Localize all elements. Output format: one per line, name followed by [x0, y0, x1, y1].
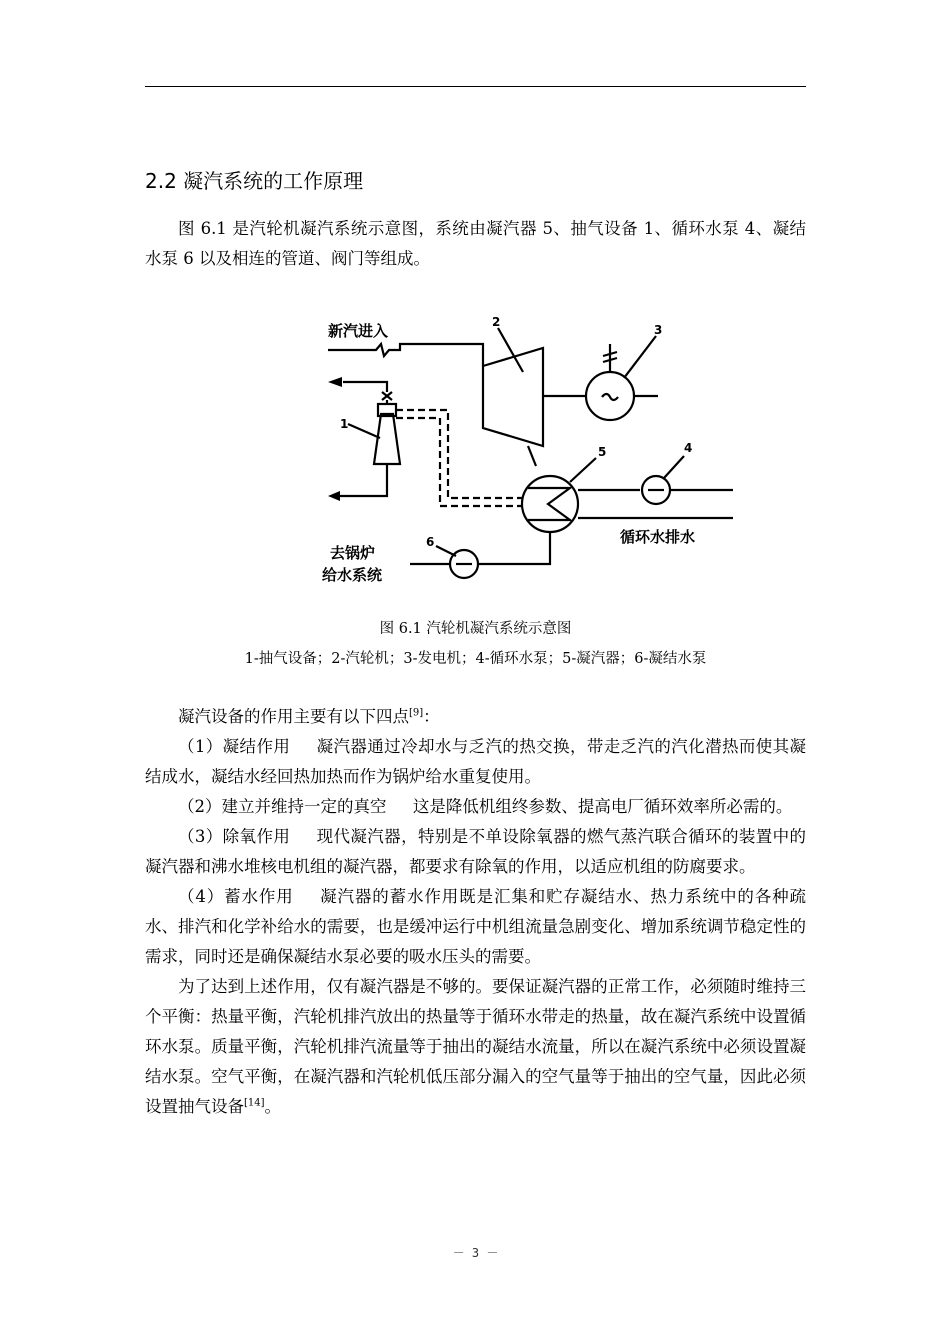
ejector-body [374, 414, 400, 464]
ejector-exhaust-line [338, 464, 387, 496]
function-item-1-label: （1）凝结作用 [178, 737, 291, 756]
function-item-2 [145, 792, 806, 822]
balance-paragraph-text: 为了达到上述作用，仅有凝汽器是不够的。要保证凝汽器的正常工作，必须随时维持三个平衡：热量平衡，汽轮机排汽放出的热量等于循环水带走的热量，故在凝汽系统中设置循环水泵。质量平衡，汽轮机排汽流量等于抽出的凝结水流量，所以在凝汽系统中必须设置凝结水泵。空气平衡，在凝汽器和汽轮机低压部分漏入的空气量等于抽出的空气量，因此必须设置抽气设备 [145, 977, 806, 1116]
function-item-3 [145, 822, 806, 882]
intro-block [145, 214, 806, 274]
component-number-2: 2 [492, 315, 501, 329]
turbine-number-leader [498, 328, 523, 372]
condensate-pump-number-leader [436, 546, 456, 556]
functions-intro [145, 702, 806, 732]
function-item-4-text: 凝汽器的蓄水作用既是汇集和贮存凝结水、热力系统中的各种疏水、排汽和化学补给水的需要，也是缓冲运行中机组流量急剧变化、增加系统调节稳定性的需求，同时还是确保凝结水泵必要的吸水压头的需要。 [145, 887, 807, 966]
function-item-1 [145, 732, 806, 792]
function-item-3-label: （3）除氧作用 [178, 827, 291, 846]
function-item-1-text: 凝汽器通过冷却水与乏汽的热交换，带走乏汽的汽化潜热而使其凝结成水，凝结水经回热加热而作为锅炉给水重复使用。 [145, 737, 807, 786]
section-heading [145, 166, 363, 196]
main-text-block [145, 702, 806, 1122]
diagram-svg [318, 306, 738, 590]
section-title: 凝汽系统的工作原理 [183, 169, 364, 193]
function-item-2-label: （2）建立并维持一定的真空 [178, 797, 387, 816]
section-number: 2.2 [145, 169, 177, 193]
intro-paragraph: 图 6.1 是汽轮机凝汽系统示意图，系统由凝汽器 5、抽气设备 1、循环水泵 4、凝结水泵 6 以及相连的管道、阀门等组成。 [145, 219, 806, 268]
functions-intro-end: ： [423, 707, 440, 726]
function-item-2-text: 这是降低机组终参数、提高电厂循环效率所必需的。 [412, 797, 793, 816]
ejector-number-leader [348, 424, 380, 438]
component-number-4: 4 [684, 441, 693, 455]
ejector-valve [382, 392, 392, 400]
balance-paragraph-end: 。 [264, 1097, 282, 1116]
component-number-3: 3 [654, 323, 663, 337]
balance-paragraph [145, 972, 806, 1122]
air-extraction-line [396, 410, 523, 498]
citation-9: [9] [409, 707, 424, 719]
turbine-body [483, 348, 543, 446]
generator-number-leader [624, 336, 656, 378]
label-steam-in: 新汽进入 [328, 322, 389, 340]
condenser-number-leader [570, 458, 596, 482]
page-number: － 3 － [452, 1246, 499, 1260]
condenser-circle [522, 476, 578, 532]
circulating-pump-number-leader [664, 456, 684, 478]
function-item-4-label: （4）蓄水作用 [178, 887, 294, 906]
label-cooling-water-out: 循环水排水 [620, 528, 696, 546]
figure-caption: 图 6.1 汽轮机凝汽系统示意图 [379, 621, 572, 637]
citation-14: [14] [244, 1097, 265, 1109]
figure-legend: 1-抽气设备；2-汽轮机；3-发电机；4-循环水泵；5-凝汽器；6-凝结水泵 [244, 651, 707, 667]
condensing-system-diagram [318, 306, 738, 590]
function-item-4 [145, 882, 806, 972]
header-rule [145, 86, 806, 87]
component-number-6: 6 [426, 535, 435, 549]
turbine-exhaust [528, 446, 536, 466]
ejector-steam-line [343, 382, 387, 404]
label-to-boiler-line1: 去锅炉 [330, 544, 376, 562]
condensate-pipe [478, 532, 550, 564]
component-number-1: 1 [340, 417, 349, 431]
steam-in-pipe [328, 344, 483, 366]
component-number-5: 5 [598, 445, 607, 459]
label-to-boiler-line2: 给水系统 [322, 566, 383, 584]
function-item-3-text: 现代凝汽器，特别是不单设除氧器的燃气蒸汽联合循环的装置中的凝汽器和沸水堆核电机组的凝汽器，都要求有除氧的作用，以适应机组的防腐要求。 [145, 827, 807, 876]
functions-intro-text: 凝汽设备的作用主要有以下四点 [178, 707, 409, 726]
